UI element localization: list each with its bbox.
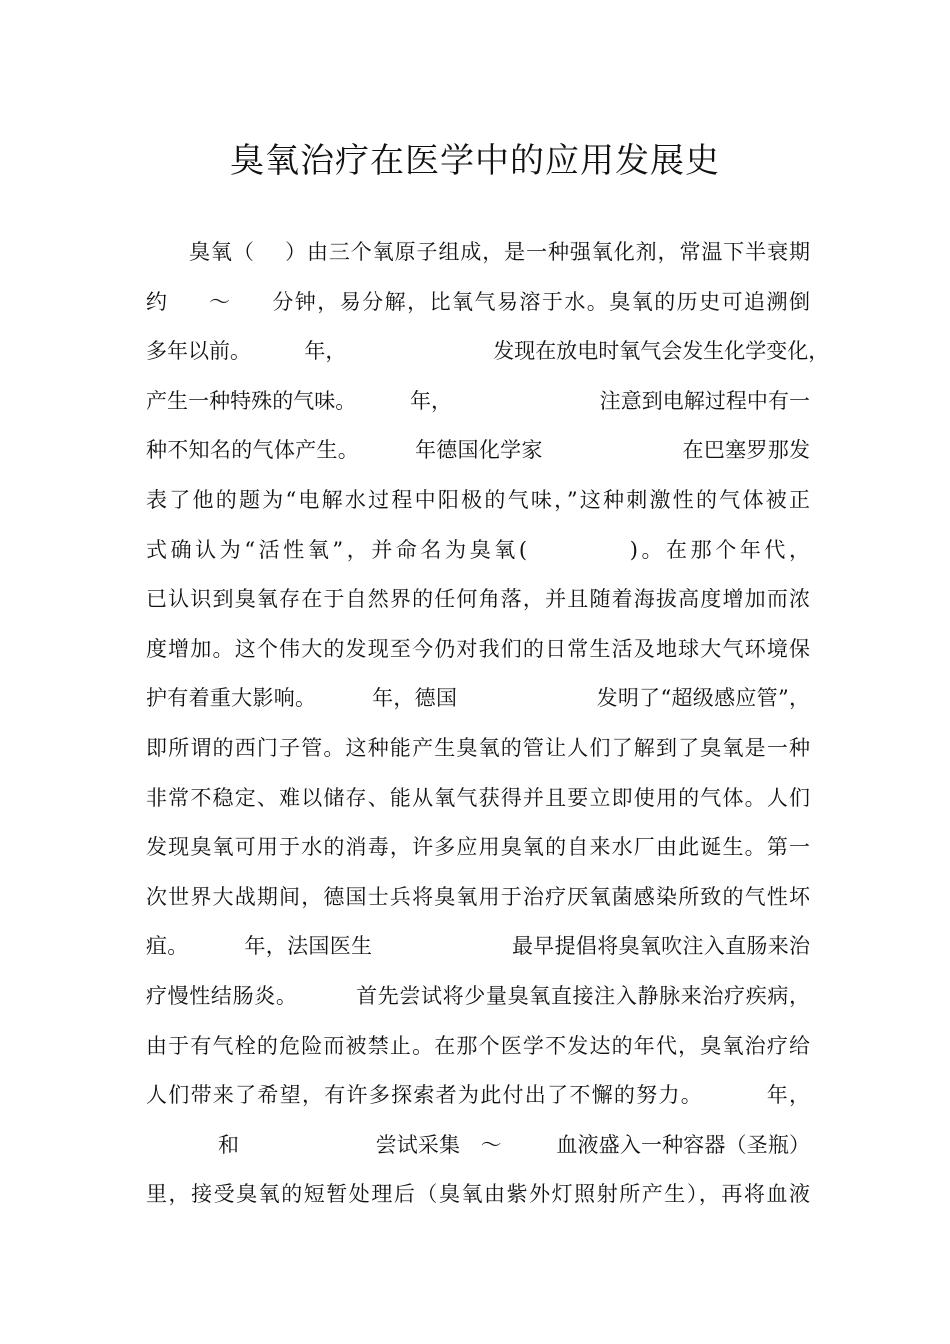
- text-line: 式确认为“活性氧”，并命名为臭氧( )。在那个年代，: [146, 537, 810, 562]
- page-title: 臭氧治疗在医学中的应用发展史: [230, 141, 720, 181]
- text-line: 约 ～ 分钟，易分解，比氧气易溶于水。臭氧的历史可追溯倒: [146, 289, 810, 314]
- text-line: 已认识到臭氧存在于自然界的任何角落，并且随着海拔高度增加而浓: [146, 587, 810, 612]
- text-line: 护有着重大影响。 年，德国 发明了“超级感应管”，: [146, 686, 810, 711]
- text-line: 和 尝试采集 ～ 血液盛入一种容器（圣瓶）: [218, 1132, 810, 1157]
- text-line: 表了他的题为“电解水过程中阳极的气味，”这种刺激性的气体被正: [146, 487, 810, 512]
- text-line: 疗慢性结肠炎。 首先尝试将少量臭氧直接注入静脉来治疗疾病，: [146, 983, 810, 1008]
- text-line: 非常不稳定、难以储存、能从氧气获得并且要立即使用的气体。人们: [146, 785, 810, 810]
- text-line: 人们带来了希望，有许多探索者为此付出了不懈的努力。 年，: [146, 1083, 810, 1108]
- body-text: [146, 228, 830, 1220]
- text-line: 度增加。这个伟大的发现至今仍对我们的日常生活及地球大气环境保: [146, 636, 810, 661]
- text-line: 即所谓的西门子管。这种能产生臭氧的管让人们了解到了臭氧是一种: [146, 735, 810, 760]
- text-line: 臭氧（ ）由三个氧原子组成，是一种强氧化剂，常温下半衰期: [189, 240, 810, 264]
- text-line: 次世界大战期间，德国士兵将臭氧用于治疗厌氧菌感染所致的气性坏: [146, 884, 810, 909]
- text-line: 种不知名的气体产生。 年德国化学家 在巴塞罗那发: [146, 438, 810, 463]
- text-line: 里，接受臭氧的短暂处理后（臭氧由紫外灯照射所产生），再将血液: [146, 1182, 810, 1207]
- text-line: 由于有气栓的危险而被禁止。在那个医学不发达的年代，臭氧治疗给: [146, 1033, 810, 1058]
- text-line: 多年以前。 年， 发现在放电时氧气会发生化学变化，: [146, 339, 830, 364]
- text-line: 产生一种特殊的气味。 年， 注意到电解过程中有一: [146, 388, 810, 413]
- text-line: 疽。 年，法国医生 最早提倡将臭氧吹注入直肠来治: [146, 934, 810, 959]
- text-line: 发现臭氧可用于水的消毒，许多应用臭氧的自来水厂由此诞生。第一: [146, 835, 810, 860]
